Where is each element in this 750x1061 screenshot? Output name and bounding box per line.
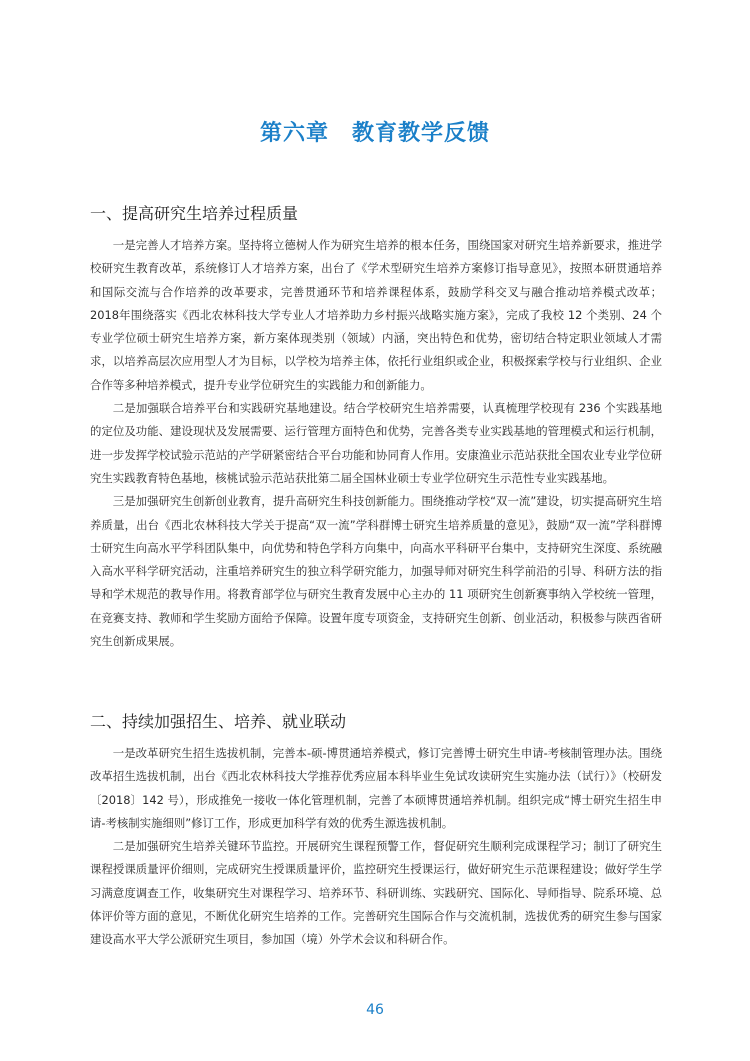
chapter-title: 第六章 教育教学反馈 xyxy=(259,121,490,146)
paragraph: 二是加强联合培养平台和实践研究基地建设。结合学校研究生培养需要，认真梳理学校现有 236 个实践基地的定位及功能、建设现状及发展需要、运行管理方面特色和优势，完善各类专业实践基地的管理模式和运行机制，进一步发挥学校试验示范站的产学研紧密结合平台功能和协同育人作用。安康渔业示范站获批全国农业专业学位研究生实践教育特色基地，核桃试验示范站获批第二届全国林业硕士专业学位研究生示范性专业实践基地。 xyxy=(90,401,662,485)
paragraph: 三是加强研究生创新创业教育，提升高研究生科技创新能力。围绕推动学校“双一流”建设，切实提高研究生培养质量，出台《西北农林科技大学关于提高“双一流”学科群博士研究生培养质量的意见》，鼓励“双一流”学科群博士研究生向高水平学科团队集中，向优势和特色学科方向集中，向高水平科研平台集中，支持研究生深度、系统融入高水平科学研究活动，注重培养研究生的独立科学研究能力，加强导师对研究生科学前沿的引导、科研方法的指导和学术规范的教导作用。将教育部学位与研究生教育发展中心主办的 11 项研究生创新赛事纳入学校统一管理，在竞赛支持、教师和学生奖励方面给予保障。设置年度专项资金，支持研究生创新、创业活动，积极参与陕西省研究生创新成果展。 xyxy=(90,494,662,649)
section-heading: 二、持续加强招生、培养、就业联动 xyxy=(90,712,347,731)
section-improve-training-quality xyxy=(90,202,662,653)
paragraph: 二是加强研究生培养关键环节监控。开展研究生课程预警工作，督促研究生顺利完成课程学习；制订了研究生课程授课质量评价细则，完成研究生授课质量评价，监控研究生授课运行，做好研究生示范课程建设；做好学生学习满意度调查工作，收集研究生对课程学习、培养环节、科研训练、实践研究、国际化、导师指导、院系环境、总体评价等方面的意见，不断优化研究生培养的工作。完善研究生国际合作与交流机制，选拔优秀的研究生参与国家建设高水平大学公派研究生项目，参加国（境）外学术会议和科研合作。 xyxy=(90,839,662,947)
paragraph: 一是完善人才培养方案。坚持将立德树人作为研究生培养的根本任务，围绕国家对研究生培养新要求，推进学校研究生教育改革，系统修订人才培养方案，出台了《学术型研究生培养方案修订指导意见》，按照本研贯通培养和国际交流与合作培养的改革要求，完善贯通环节和培养课程体系，鼓励学科交叉与融合推动培养模式改革；2018年围绕落实《西北农林科技大学专业人才培养助力乡村振兴战略实施方案》，完成了我校 12 个类别、24 个专业学位硕士研究生培养方案，新方案体现类别（领域）内涵，突出特色和优势，密切结合特定职业领域人才需求，以培养高层次应用型人才为目标，以学校为培养主体，依托行业组织或企业，积极探索学校与行业组织、企业合作等多种培养模式，提升专业学位研究生的实践能力和创新能力。 xyxy=(90,238,662,392)
section-enrollment-training-employment xyxy=(90,710,662,952)
page-number: 46 xyxy=(366,1002,384,1018)
paragraph: 一是改革研究生招生选拔机制，完善本-硕-博贯通培养模式，修订完善博士研究生申请-考核制管理办法。围绕改革招生选拔机制，出台《西北农林科技大学推荐优秀应届本科毕业生免试攻读研究生实施办法（试行）》（校研发〔2018〕142 号），形成推免一接收一体化管理机制，完善了本硕博贯通培养机制。组织完成“博士研究生招生申请-考核制实施细则”修订工作，形成更加科学有效的优秀生源选拔机制。 xyxy=(90,746,662,830)
section-heading: 一、提高研究生培养过程质量 xyxy=(90,204,299,223)
